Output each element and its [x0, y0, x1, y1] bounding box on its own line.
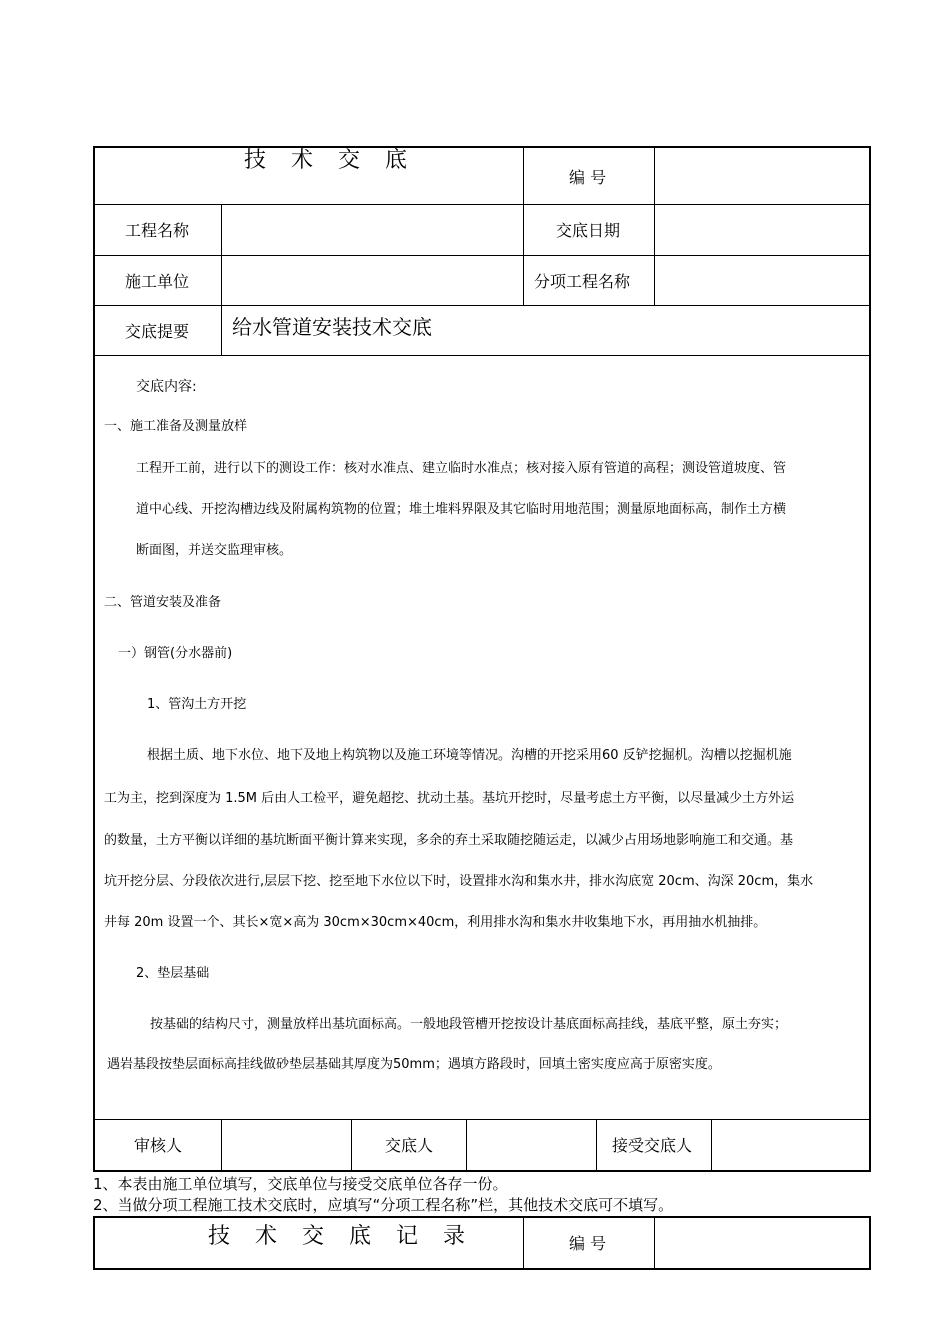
record-title: 技 术 交 底 记 录	[208, 1224, 474, 1249]
record-border-bottom	[93, 1268, 871, 1270]
paragraph-1-line-2: 工为主，挖到深度为 1.5M 后由人工检平，避免超挖、扰动土基。基坑开挖时，尽量考虑土方平衡，以尽量减少土方外运	[104, 791, 795, 806]
footnote-1: 1、本表由施工单位填写，交底单位与接受交底单位各存一份。	[93, 1175, 508, 1193]
col-divider	[711, 1119, 712, 1171]
reviewer-field[interactable]	[228, 1136, 343, 1156]
record-number-field[interactable]	[662, 1234, 862, 1254]
discloser-label: 交底人	[385, 1136, 434, 1155]
section-1-line-3: 断面图，并送交监理审核。	[136, 543, 293, 558]
section-2-item-1: 1、管沟土方开挖	[147, 697, 247, 712]
section-2-item-2: 2、垫层基础	[136, 966, 210, 981]
row-divider	[93, 204, 871, 205]
project-name-field[interactable]	[230, 221, 515, 241]
form-title: 技 术 交 底	[244, 148, 416, 173]
content-heading: 交底内容:	[136, 379, 197, 395]
row-divider	[93, 305, 871, 306]
section-1-title: 一、施工准备及测量放样	[104, 419, 248, 434]
receiver-field[interactable]	[718, 1136, 863, 1156]
col-divider	[221, 1119, 222, 1171]
paragraph-1-line-5: 井每 20m 设置一个、其长×宽×高为 30cm×30cm×40cm，利用排水沟和集水井收集地下水，再用抽水机抽排。	[104, 915, 767, 930]
discloser-field[interactable]	[473, 1136, 588, 1156]
col-divider	[654, 1216, 655, 1270]
record-number-label: 编 号	[569, 1234, 607, 1253]
paragraph-1-line-3: 的数量，土方平衡以详细的基坑断面平衡计算来实现，多余的弃土采取随挖随运走，以减少占用场地影响施工和交通。基	[104, 833, 794, 848]
row-divider	[93, 255, 871, 256]
section-1-line-2: 道中心线、开挖沟槽边线及附属构筑物的位置；堆土堆料界限及其它临时用地范围；测量原地面标高，制作土方横	[136, 502, 787, 517]
form-border-left	[93, 146, 95, 1172]
col-divider	[221, 204, 222, 356]
section-1-line-1: 工程开工前，进行以下的测设工作：核对水准点、建立临时水准点；核对接入原有管道的高程；测设管道坡度、管	[136, 461, 787, 476]
paragraph-1-line-1: 根据土质、地下水位、地下及地上构筑物以及施工环境等情况。沟槽的开挖采用60 反铲挖掘机。沟槽以挖掘机施	[147, 748, 792, 763]
unit-label: 施工单位	[125, 272, 190, 291]
form-border-right	[869, 146, 871, 1172]
section-2-subtitle: 一）钢管(分水器前)	[118, 646, 233, 661]
record-border-top	[93, 1216, 871, 1218]
sub-project-field[interactable]	[662, 272, 862, 292]
footnote-2: 2、当做分项工程施工技术交底时，应填写“分项工程名称”栏，其他技术交底可不填写。	[93, 1196, 674, 1214]
paragraph-2-line-2: 遇岩基段按垫层面标高挂线做砂垫层基础其厚度为50mm；遇填方路段时，回填土密实度应高于原密实度。	[107, 1057, 721, 1072]
sub-project-label: 分项工程名称	[534, 272, 631, 291]
paragraph-1-line-4: 坑开挖分层、分段依次进行,层层下挖、挖至地下水位以下时，设置排水沟和集水井，排水沟底宽 20cm、沟深 20cm，集水	[104, 874, 814, 889]
summary-label: 交底提要	[125, 322, 190, 341]
number-field[interactable]	[662, 168, 862, 188]
col-divider	[523, 146, 524, 306]
form-border-bottom	[93, 1170, 871, 1172]
col-divider	[654, 146, 655, 306]
col-divider	[466, 1119, 467, 1171]
project-name-label: 工程名称	[125, 221, 190, 240]
number-label: 编 号	[569, 168, 607, 187]
col-divider	[523, 1216, 524, 1270]
date-field[interactable]	[662, 221, 862, 241]
summary-value: 给水管道安装技术交底	[232, 315, 432, 339]
record-border-left	[93, 1216, 95, 1270]
section-2-title: 二、管道安装及准备	[104, 595, 222, 610]
paragraph-2-line-1: 按基础的结构尺寸，测量放样出基坑面标高。一般地段管槽开挖按设计基底面标高挂线，基底平整，原土夯实；	[150, 1017, 788, 1032]
date-label: 交底日期	[556, 221, 621, 240]
receiver-label: 接受交底人	[612, 1136, 693, 1155]
unit-field[interactable]	[230, 272, 515, 292]
col-divider	[596, 1119, 597, 1171]
col-divider	[351, 1119, 352, 1171]
reviewer-label: 审核人	[134, 1136, 183, 1155]
record-border-right	[869, 1216, 871, 1270]
form-border-top	[93, 146, 871, 148]
row-divider	[93, 355, 871, 356]
row-divider	[93, 1119, 871, 1120]
